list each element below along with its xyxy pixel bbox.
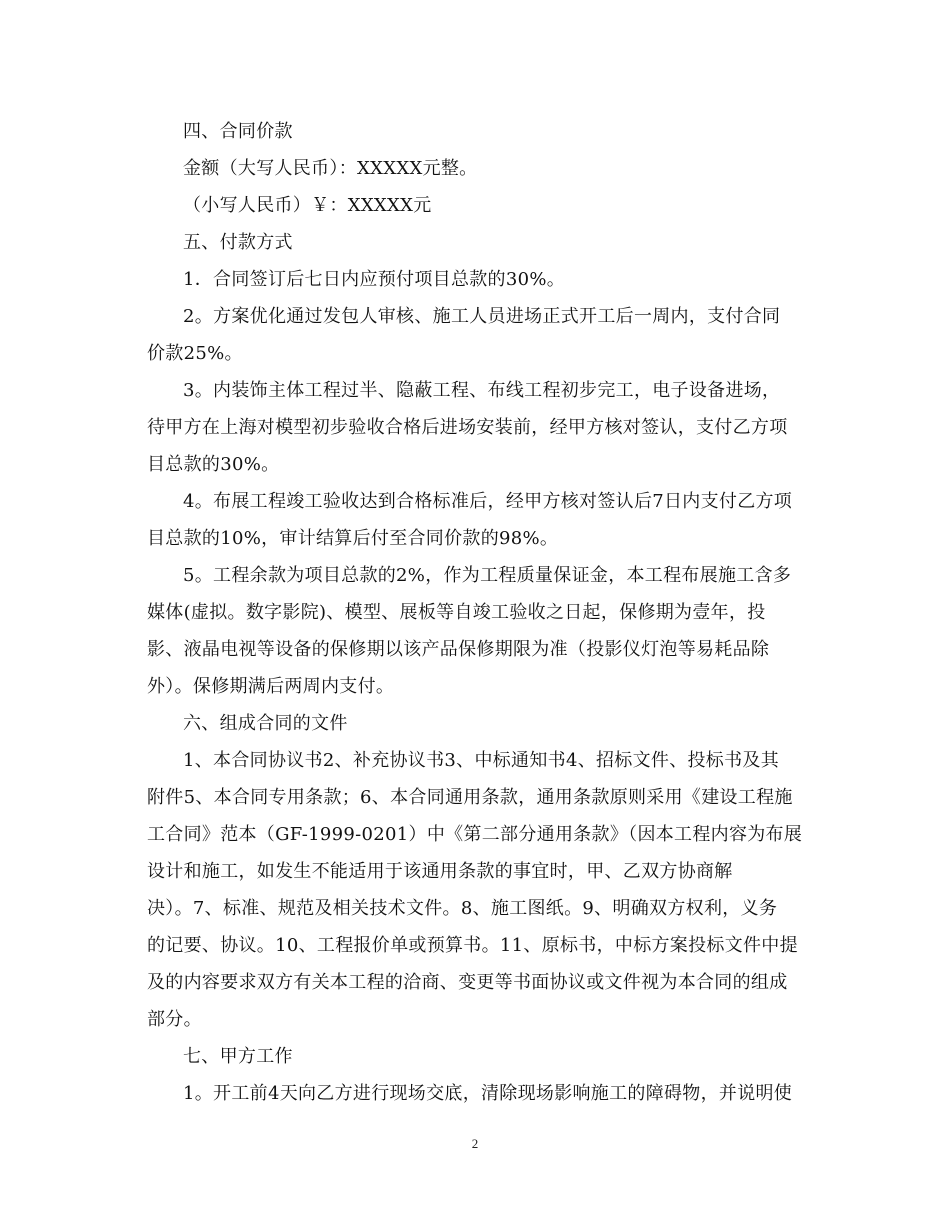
paragraph-line: 目总款的30%。 — [147, 454, 280, 475]
paragraph-line: 3。内装饰主体工程过半、隐蔽工程、布线工程初步完工，电子设备进场， — [183, 380, 781, 401]
paragraph-line: 设计和施工，如发生不能适用于该通用条款的事宜时，甲、乙双方协商解 — [147, 861, 733, 882]
paragraph-line: 工合同》范本（GF-1999-0201）中《第二部分通用条款》（因本工程内容为布展 — [147, 824, 803, 845]
section-heading-contract-documents: 六、组成合同的文件 — [183, 713, 348, 734]
paragraph-line: 外）。保修期满后两周内支付。 — [147, 676, 395, 697]
paragraph-line: 金额（大写人民币）：XXXXX元整。 — [183, 158, 478, 179]
section-heading-payment-method: 五、付款方式 — [183, 232, 293, 253]
paragraph-line: 部分。 — [147, 1009, 202, 1030]
paragraph-line: 1．合同签订后七日内应预付项目总款的30%。 — [183, 269, 566, 290]
paragraph-line: 价款25%。 — [147, 343, 243, 364]
section-heading-contract-price: 四、合同价款 — [183, 121, 293, 142]
paragraph-line: 2。方案优化通过发包人审核、施工人员进场正式开工后一周内，支付合同 — [183, 306, 781, 327]
page-number: 2 — [471, 1136, 479, 1151]
paragraph-line: 1。开工前4天向乙方进行现场交底，清除现场影响施工的障碍物，并说明使 — [183, 1083, 793, 1104]
paragraph-line: （小写人民币）￥：XXXXX元 — [183, 195, 432, 216]
paragraph-line: 的记要、协议。10、工程报价单或预算书。11、原标书，中标方案投标文件中提 — [147, 935, 798, 956]
paragraph-line: 附件5、本合同专用条款；6、本合同通用条款，通用条款原则采用《建设工程施 — [147, 787, 793, 808]
section-heading-party-a-work: 七、甲方工作 — [183, 1046, 293, 1067]
paragraph-line: 4。布展工程竣工验收达到合格标准后，经甲方核对签认后7日内支付乙方项 — [183, 491, 793, 512]
paragraph-line: 及的内容要求双方有关本工程的洽商、变更等书面协议或文件视为本合同的组成 — [147, 972, 788, 993]
paragraph-line: 影、液晶电视等设备的保修期以该产品保修期限为准（投影仪灯泡等易耗品除 — [147, 639, 770, 660]
paragraph-line: 5。工程余款为项目总款的2%，作为工程质量保证金，本工程布展施工含多 — [183, 565, 792, 586]
document-body — [147, 113, 812, 1112]
paragraph-line: 决）。7、标准、规范及相关技术文件。8、施工图纸。9、明确双方权利，义务 — [147, 898, 778, 919]
paragraph-line: 目总款的10%，审计结算后付至合同价款的98%。 — [147, 528, 559, 549]
paragraph-line: 待甲方在上海对模型初步验收合格后进场安装前，经甲方核对签认，支付乙方项 — [147, 417, 788, 438]
paragraph-line: 1、本合同协议书2、补充协议书3、中标通知书4、招标文件、投标书及其 — [183, 750, 780, 771]
paragraph-line: 媒体(虚拟。数字影院)、模型、展板等自竣工验收之日起，保修期为壹年，投 — [147, 602, 766, 623]
